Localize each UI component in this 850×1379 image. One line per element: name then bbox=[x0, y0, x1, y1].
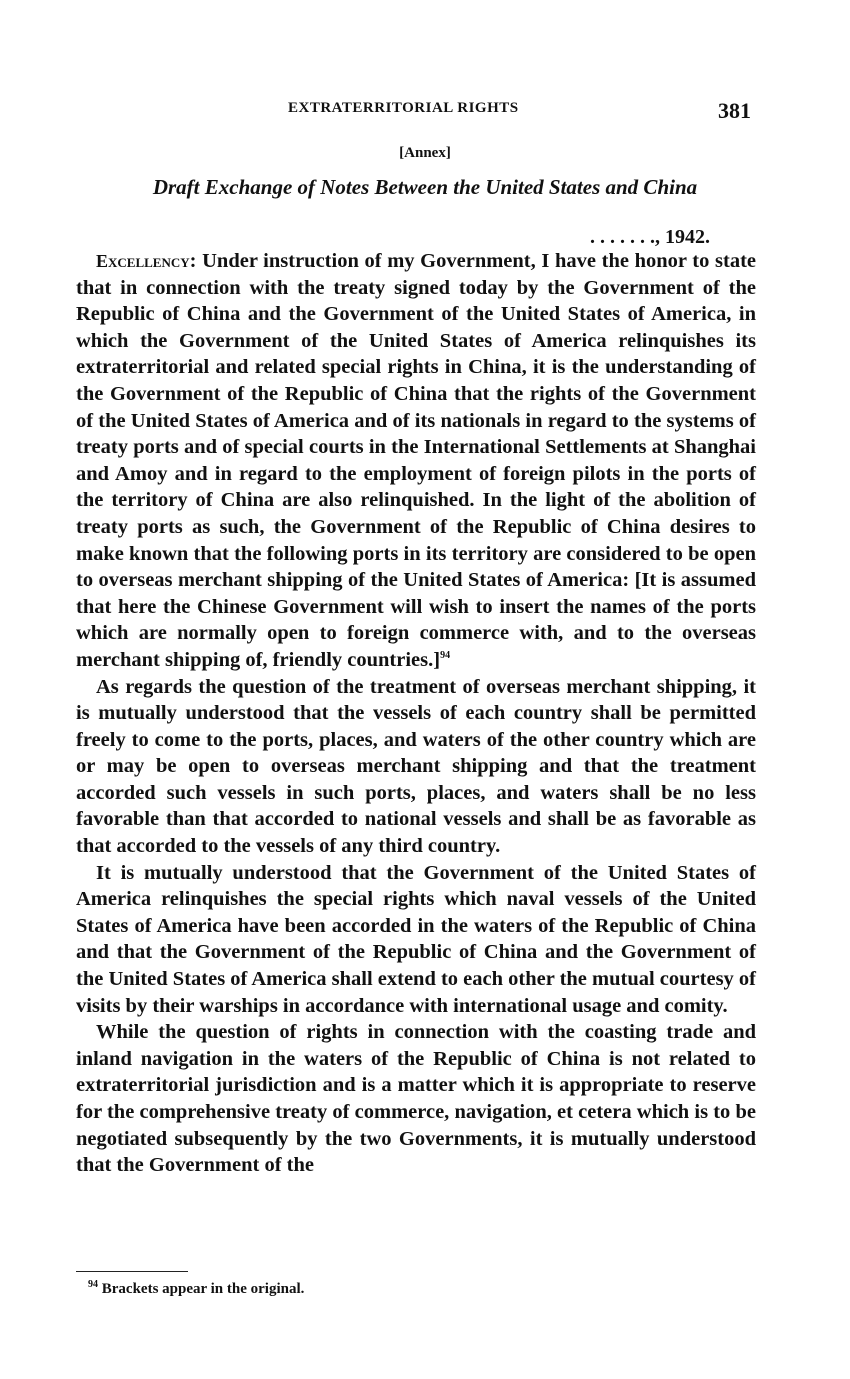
paragraph-4: While the question of rights in connection with the coasting trade and inland navigation in the waters of the Republic of China is not related to extraterritorial jurisdiction and is a matter which it is appropriate to reserve for the comprehensive treaty of commerce, navigation, et cetera which is to be negotiated subsequently by the two Governments, it is mutually understood that the Government of the bbox=[76, 1021, 756, 1177]
paragraph-3: It is mutually understood that the Government of the United States of America relinquishes the special rights which naval vessels of the United States of America have been accorded in the waters of the Republic of China and that the Government of the Republic of China and the Government of the United States of America shall extend to each other the mutual courtesy of visits by their warships in accordance with international usage and comity. bbox=[76, 861, 757, 1017]
running-head: EXTRATERRITORIAL RIGHTS bbox=[288, 100, 519, 116]
paragraph-2: As regards the question of the treatment of overseas merchant shipping, it is mutually understood that the vessels of each country shall be permitted freely to come to the ports, places, and waters of the other country which are or may be open to overseas merchant shipping and that the treatment accorded such vessels in such ports, places, and waters shall be no less favorable than that accorded to national vessels and shall be as favorable as that accorded to the vessels of any third country. bbox=[76, 675, 756, 858]
dateline: . . . . . . ., 1942. bbox=[590, 226, 710, 248]
footnote bbox=[88, 1281, 304, 1298]
footnote-text: Brackets appear in the original. bbox=[101, 1281, 305, 1297]
footnote-reference: 94 bbox=[440, 650, 451, 662]
document-title: Draft Exchange of Notes Between the United States and China bbox=[152, 175, 698, 199]
footnote-marker: 94 bbox=[88, 1279, 98, 1290]
paragraph-1-text: : Under instruction of my Government, I have the honor to state that in connection with the treaty signed today by the Government of the Republic of China and the Government of the United States of America, in which the Government of the United States of America relinquishes its extraterritorial and related special rights in China, it is the understanding of the Government of the Republic of China that the rights of the Government of the United States of America and of its nationals in regard to the systems of treaty ports and of special courts in the International Settlements at Shanghai and Amoy and in regard to the employment of foreign pilots in the ports of the territory of China are also relinquished. In the light of the abolition of treaty ports as such, the Government of the Republic of China desires to make known that the following ports in its territory are considered to be open to overseas merchant shipping of the United States of America: [It is assumed that here the Chinese Government will wish to insert the names of the ports which are normally open to foreign commerce with, and to the overseas merchant shipping of, friendly countries.] bbox=[76, 250, 756, 671]
page-number: 381 bbox=[718, 98, 751, 123]
body-text bbox=[76, 248, 756, 1179]
salutation: Excellency bbox=[96, 251, 190, 271]
paragraph-1 bbox=[76, 248, 756, 674]
annex-label: [Annex] bbox=[399, 145, 451, 161]
footnote-divider bbox=[76, 1271, 188, 1272]
